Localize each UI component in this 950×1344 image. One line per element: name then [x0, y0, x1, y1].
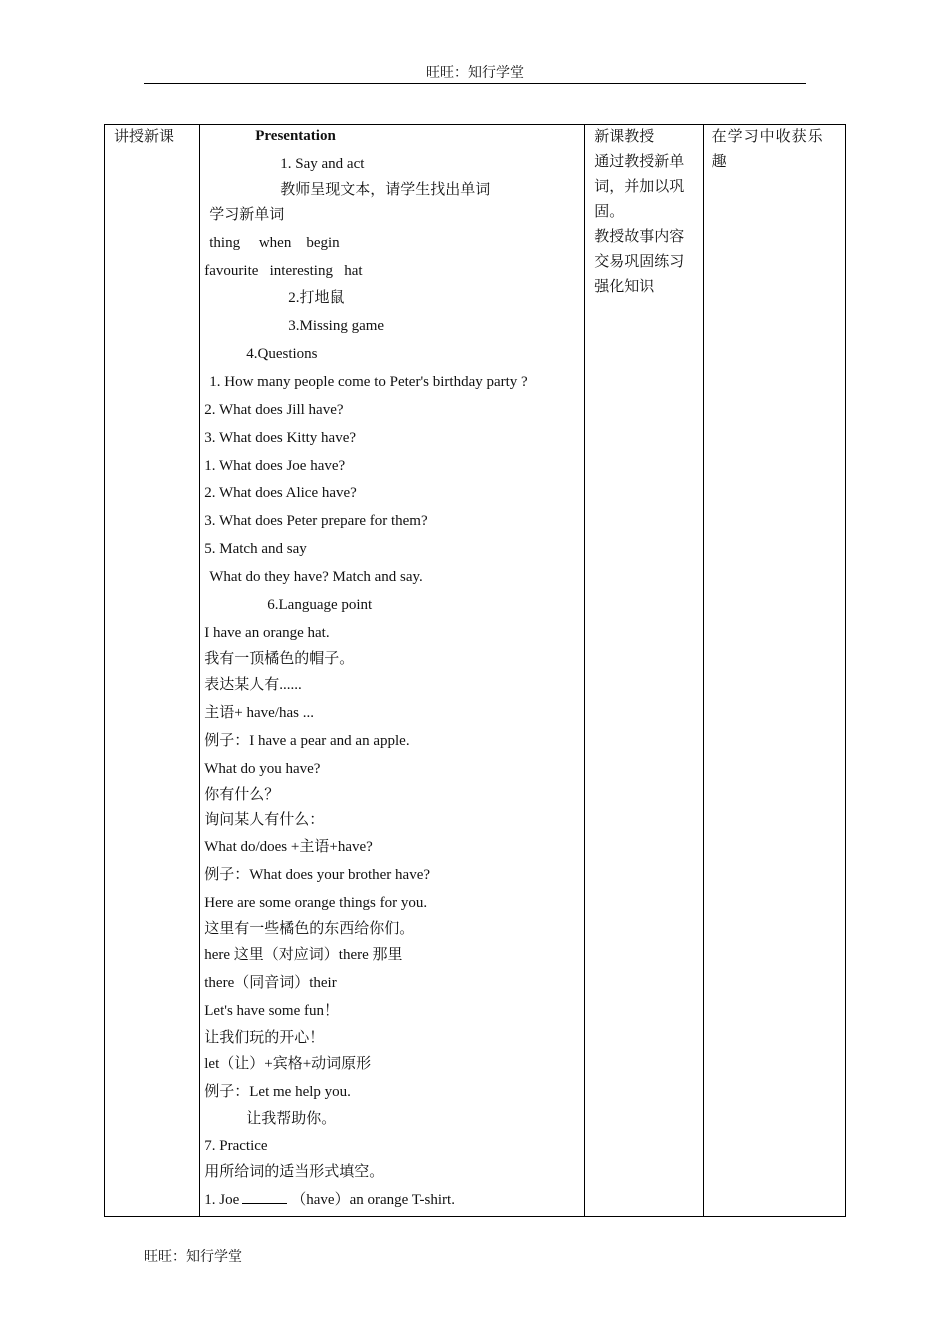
language-line: I have an orange hat.: [204, 625, 330, 641]
questions-title: 4.Questions: [246, 346, 318, 362]
game-whack-a-mole: 2.打地鼠: [288, 290, 345, 306]
goal-cell: [703, 125, 845, 1217]
design-intent-line: 教授故事内容交易巩固练习强化知识: [594, 229, 685, 295]
header-rule: [144, 83, 806, 84]
language-line: Here are some orange things for you.: [204, 895, 428, 911]
word-list-1: thing when begin: [209, 235, 340, 251]
section-label: 讲授新课: [114, 129, 175, 145]
match-title: 5. Match and say: [204, 541, 307, 557]
language-line: 表达某人有......: [204, 677, 302, 693]
goal-text: 在学习中收获乐趣: [711, 129, 824, 170]
game-missing: 3.Missing game: [288, 318, 385, 334]
language-line: 我有一顶橘色的帽子。: [204, 651, 355, 667]
language-line: 主语+ have/has ...: [204, 705, 314, 721]
language-line: let（让）+宾格+动词原形: [204, 1056, 372, 1072]
question-item: 2. What does Alice have?: [204, 485, 357, 501]
word-list-2: favourite interesting hat: [204, 263, 363, 279]
design-intent-cell: [585, 125, 703, 1217]
match-instruction: What do they have? Match and say.: [209, 569, 423, 585]
answer-blank[interactable]: [242, 1189, 287, 1204]
practice-instruction: 用所给词的适当形式填空。: [204, 1164, 385, 1180]
language-line: What do you have?: [204, 761, 321, 777]
practice-item-prefix: 1. Joe: [204, 1192, 240, 1208]
language-line: there（同音词）their: [204, 975, 337, 991]
language-line: 你有什么？: [204, 787, 280, 803]
page-header: 旺旺：知行学堂: [426, 66, 524, 81]
language-line: 例子：I have a pear and an apple.: [204, 733, 410, 749]
question-item: 2. What does Jill have?: [204, 402, 344, 418]
design-intent-line: 新课教授: [594, 129, 655, 145]
practice-title: 7. Practice: [204, 1138, 268, 1154]
learn-new-words: 学习新单词: [209, 207, 285, 223]
language-line: here 这里（对应词）there 那里: [204, 947, 403, 963]
lesson-plan-table: [104, 124, 846, 1217]
language-line: 让我帮助你。: [246, 1111, 337, 1127]
language-line: 询问某人有什么：: [204, 812, 325, 828]
practice-item-suffix: （have）an orange T-shirt.: [291, 1192, 455, 1208]
language-line: 例子：Let me help you.: [204, 1084, 351, 1100]
question-item: 1. How many people come to Peter's birthday party ?: [209, 374, 528, 390]
language-line: 让我们玩的开心！: [204, 1030, 325, 1046]
practice-item: [204, 1189, 455, 1210]
question-item: 3. What does Peter prepare for them?: [204, 513, 428, 529]
language-point-title: 6.Language point: [267, 597, 373, 613]
content-cell: [200, 125, 585, 1217]
question-item: 3. What does Kitty have?: [204, 430, 357, 446]
language-line: 例子：What does your brother have?: [204, 867, 431, 883]
presentation-heading: Presentation: [255, 128, 336, 144]
language-line: Let's have some fun！: [204, 1003, 340, 1019]
page-footer: 旺旺：知行学堂: [144, 1250, 242, 1265]
design-intent-line: 通过教授新单词，并加以巩固。: [594, 154, 685, 220]
say-and-act: 1. Say and act: [280, 156, 365, 172]
question-item: 1. What does Joe have?: [204, 458, 346, 474]
find-words-instruction: 教师呈现文本，请学生找出单词: [280, 182, 491, 198]
language-line: What do/does +主语+have?: [204, 839, 373, 855]
language-line: 这里有一些橘色的东西给你们。: [204, 921, 415, 937]
section-cell: [105, 125, 200, 1217]
